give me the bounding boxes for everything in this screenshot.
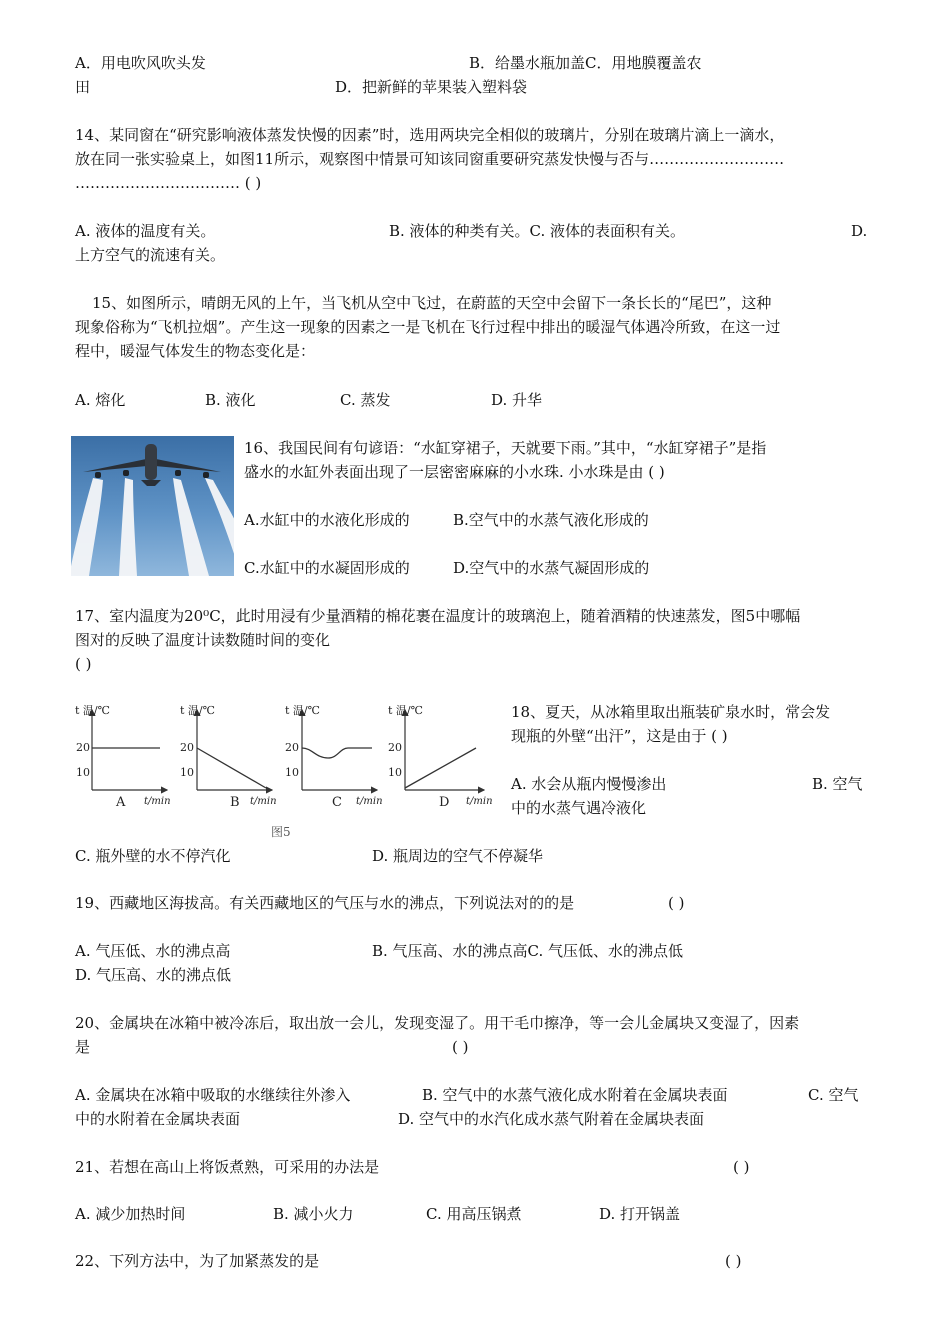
q21-option-d: D. 打开锅盖 bbox=[599, 1205, 681, 1223]
panel-label-a: A bbox=[116, 795, 126, 810]
graph-panel-b bbox=[180, 704, 277, 810]
q20-option-c-cont: 中的水附着在金属块表面 bbox=[75, 1110, 241, 1128]
graph-panel-c bbox=[285, 704, 383, 810]
q17-stem-line2: 图对的反映了温度计读数随时间的变化 bbox=[75, 631, 331, 649]
x-axis-label-b: t/min bbox=[250, 796, 277, 807]
q20-answer-paren: ( ) bbox=[452, 1038, 469, 1056]
q14-option-d-cont: 上方空气的流速有关。 bbox=[75, 246, 226, 264]
q20-option-a: A. 金属块在冰箱中吸取的水继续往外渗入 bbox=[75, 1086, 351, 1104]
panel-label-b: B bbox=[230, 795, 240, 810]
x-axis-label-a: t/min bbox=[144, 796, 171, 807]
q21-option-b: B. 减小火力 bbox=[273, 1205, 354, 1223]
graph-panel-a bbox=[75, 704, 171, 810]
q19-option-a: A. 气压低、水的沸点高 bbox=[75, 942, 231, 960]
y-axis-label-d: t 温/℃ bbox=[388, 704, 423, 717]
q16-option-d: D.空气中的水蒸气凝固形成的 bbox=[453, 559, 650, 577]
tick-10-d: 10 bbox=[388, 766, 402, 779]
q21-option-a: A. 减少加热时间 bbox=[75, 1205, 186, 1223]
q18-option-b-cont: 中的水蒸气遇冷液化 bbox=[511, 799, 647, 817]
q16-option-a: A.水缸中的水液化形成的 bbox=[244, 511, 410, 529]
q20-option-d: D. 空气中的水汽化成水蒸气附着在金属块表面 bbox=[398, 1110, 705, 1128]
tick-10-c: 10 bbox=[285, 766, 299, 779]
figure-5 bbox=[72, 700, 500, 845]
tick-10-b: 10 bbox=[180, 766, 194, 779]
q19-stem: 19、西藏地区海拔高。有关西藏地区的气压与水的沸点，下列说法对的的是 bbox=[75, 894, 575, 912]
q21-answer-paren: ( ) bbox=[733, 1158, 750, 1176]
q19-option-d: D. 气压高、水的沸点低 bbox=[75, 966, 232, 984]
q14-stem-line1: 14、某同窗在“研究影响液体蒸发快慢的因素”时，选用两块完全相似的玻璃片，分别在玻璃片滴上一滴水， bbox=[75, 126, 785, 144]
q16-option-b: B.空气中的水蒸气液化形成的 bbox=[453, 511, 649, 529]
y-axis-label-a: t 温/℃ bbox=[75, 704, 110, 717]
q18-option-a: A. 水会从瓶内慢慢渗出 bbox=[511, 775, 667, 793]
q15-option-a: A. 熔化 bbox=[75, 391, 126, 409]
figure-caption: 图5 bbox=[271, 825, 291, 839]
tick-20-d: 20 bbox=[388, 741, 402, 754]
y-axis-label-b: t 温/℃ bbox=[180, 704, 215, 717]
q18-option-d: D. 瓶周边的空气不停凝华 bbox=[372, 847, 544, 865]
q20-stem-line1: 20、金属块在冰箱中被冷冻后，取出放一会儿，发现变湿了。用干毛巾擦净，等一会儿金属块又变湿了，因素 bbox=[75, 1014, 800, 1032]
q15-option-b: B. 液化 bbox=[205, 391, 256, 409]
q20-option-b: B. 空气中的水蒸气液化成水附着在金属块表面 bbox=[422, 1086, 728, 1104]
q20-option-c: C. 空气 bbox=[808, 1086, 859, 1104]
q14-option-d: D. bbox=[851, 222, 868, 240]
tick-20-a: 20 bbox=[76, 741, 90, 754]
q14-option-bc: B. 液体的种类有关。C. 液体的表面积有关。 bbox=[389, 222, 686, 240]
q16-stem-line1: 16、我国民间有句谚语：“水缸穿裙子，天就要下雨。”其中，“水缸穿裙子”是指 bbox=[244, 439, 767, 457]
q18-option-b: B. 空气 bbox=[812, 775, 863, 793]
airplane-contrail-photo bbox=[71, 436, 234, 576]
q19-option-bc: B. 气压高、水的沸点高C. 气压低、水的沸点低 bbox=[372, 942, 684, 960]
q17-stem-line1: 17、室内温度为20⁰C，此时用浸有少量酒精的棉花裹在温度计的玻璃泡上，随着酒精的快速蒸发，图5中哪幅 bbox=[75, 607, 801, 625]
q17-stem-line3: ( ) bbox=[75, 655, 92, 673]
x-axis-label-c: t/min bbox=[356, 796, 383, 807]
panel-label-d: D bbox=[439, 795, 450, 810]
q15-option-c: C. 蒸发 bbox=[340, 391, 391, 409]
tick-20-b: 20 bbox=[180, 741, 194, 754]
panel-label-c: C bbox=[332, 795, 342, 810]
q13-option-d: D．把新鲜的苹果装入塑料袋 bbox=[335, 78, 528, 96]
q14-stem-line2: 放在同一张实验桌上，如图11所示，观察图中情景可知该同窗重要研究蒸发快慢与否与……………………… bbox=[75, 150, 785, 168]
tick-20-c: 20 bbox=[285, 741, 299, 754]
q15-stem-line2: 现象俗称为“飞机拉烟”。产生这一现象的因素之一是飞机在飞行过程中排出的暖湿气体遇冷所致，在这一过 bbox=[75, 318, 781, 336]
q13-option-bc: B．给墨水瓶加盖C．用地膜覆盖农 bbox=[469, 54, 702, 72]
q15-option-d: D. 升华 bbox=[491, 391, 543, 409]
q13-option-a: A．用电吹风吹头发 bbox=[75, 54, 206, 72]
q18-stem-line2: 现瓶的外壁“出汗”，这是由于 ( ) bbox=[511, 727, 728, 745]
q20-stem-line2: 是 bbox=[75, 1038, 91, 1056]
graph-panel-d bbox=[388, 704, 493, 810]
q18-stem-line1: 18、夏天，从冰箱里取出瓶装矿泉水时，常会发 bbox=[511, 703, 831, 721]
q22-answer-paren: ( ) bbox=[725, 1252, 742, 1270]
y-axis-label-c: t 温/℃ bbox=[285, 704, 320, 717]
q15-stem-line1: 15、如图所示，晴朗无风的上午，当飞机从空中飞过，在蔚蓝的天空中会留下一条长长的“尾巴”，这种 bbox=[92, 294, 772, 312]
q14-option-a: A. 液体的温度有关。 bbox=[75, 222, 216, 240]
q22-stem: 22、下列方法中，为了加紧蒸发的是 bbox=[75, 1252, 320, 1270]
q19-answer-paren: ( ) bbox=[668, 894, 685, 912]
q14-stem-line3: …………………………… ( ) bbox=[75, 174, 262, 192]
x-axis-label-d: t/min bbox=[466, 796, 493, 807]
q16-stem-line2: 盛水的水缸外表面出现了一层密密麻麻的小水珠. 小水珠是由 ( ) bbox=[244, 463, 665, 481]
q21-option-c: C. 用高压锅煮 bbox=[426, 1205, 522, 1223]
q16-option-c: C.水缸中的水凝固形成的 bbox=[244, 559, 410, 577]
q21-stem: 21、若想在高山上将饭煮熟，可采用的办法是 bbox=[75, 1158, 380, 1176]
tick-10-a: 10 bbox=[76, 766, 90, 779]
q13-option-c-cont: 田 bbox=[75, 78, 91, 96]
q15-stem-line3: 程中，暖湿气体发生的物态变化是： bbox=[75, 342, 316, 360]
q18-option-c: C. 瓶外壁的水不停汽化 bbox=[75, 847, 231, 865]
